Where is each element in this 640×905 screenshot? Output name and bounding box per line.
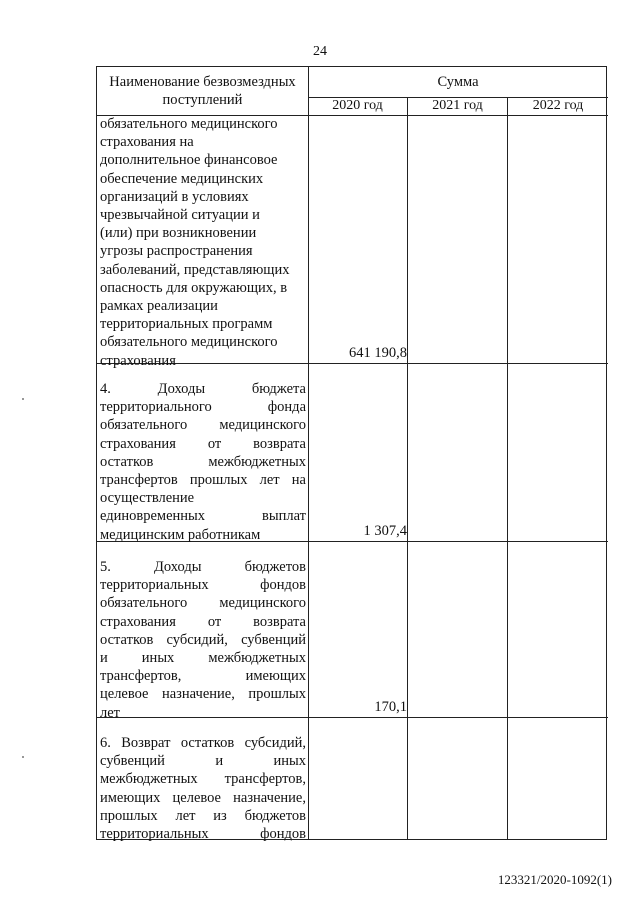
scan-speck [22,398,24,400]
header-name-column: Наименование безвозмездных поступлений [109,74,296,108]
header-sum-column: Сумма [437,73,479,90]
header-year-2020: 2020 год [332,98,383,113]
header-year-2022: 2022 год [532,98,584,113]
row-1-value-2020: 641 190,8 [349,345,407,361]
header-year-2021: 2021 год [432,98,483,113]
row-1-name: обязательного медицинского страхования на дополнительное финансовое обеспечение медицинских организаций в условиях чрезвычайной ситуации и (или) при возникновении угрозы распространения заболеваний, представляющих опасность для окружающих, в рамках реализации территориальных программ обязательного медицинского страхования [100,116,290,369]
row-3-name: 5. Доходы бюджетов территориальных фондов обязательного медицинского страхования от возврата остатков субсидий, субвенций и иных межбюджетных трансфертов, имеющих целевое назначение, прошлых лет [100,559,306,721]
row-3-value-2020: 170,1 [374,699,407,715]
scan-speck [22,756,24,758]
row-2-value-2020: 1 307,4 [363,523,407,539]
row-4-name: 6. Возврат остатков субсидий, субвенций и иных межбюджетных трансфертов, имеющих целевое назначение, прошлых лет из бюджетов территориальных фондов [100,735,306,843]
page-number: 24 [313,44,327,59]
row-2-name: 4. Доходы бюджета территориального фонда обязательного медицинского страхования от возврата остатков межбюджетных трансфертов прошлых лет на осуществление единовременных выплат медицинским работникам [100,381,306,543]
revenue-table [96,66,607,843]
document-code: 123321/2020-1092(1) [497,872,612,887]
